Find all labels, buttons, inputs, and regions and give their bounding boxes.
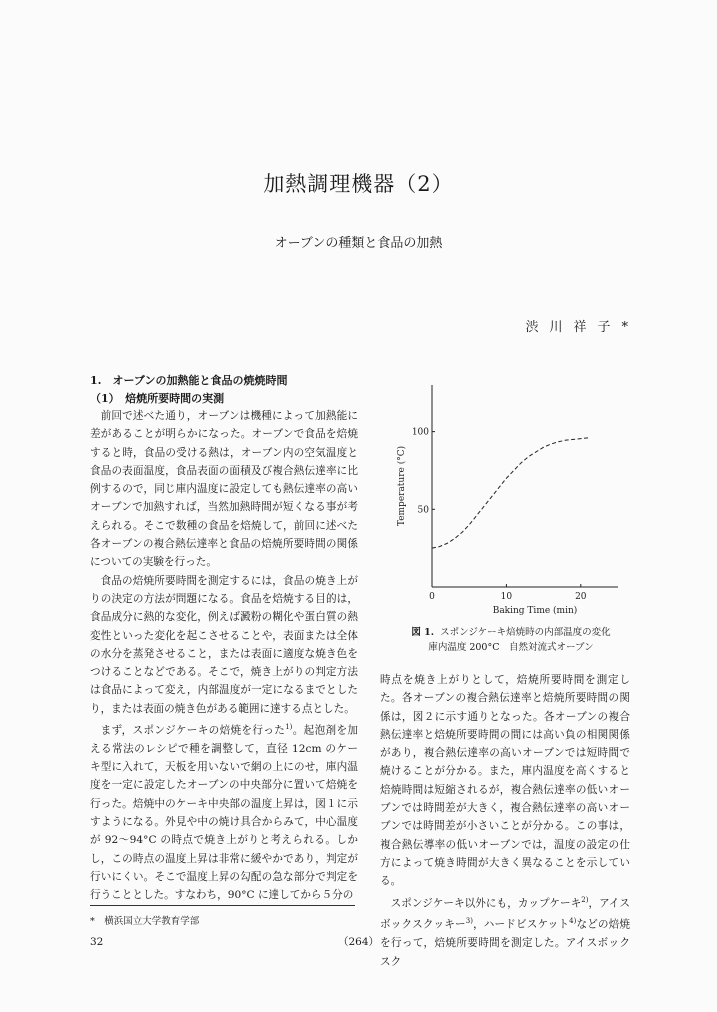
x-axis-label: Baking Time (min) [492,606,578,615]
y-axis-label: Temperature (°C) [397,445,407,527]
page-id: （264） [337,936,380,948]
section-heading: 1. オーブンの加熱能と食品の焼焼時間 [90,374,288,387]
paragraph-text: ，ハードビスケット [472,918,570,931]
reference-mark: 1) [285,723,293,732]
reference-mark: 2) [581,895,589,904]
reference-mark: 4) [569,917,577,926]
paragraph: 前回で述べた通り，オーブンは機種によって加熱能に差があることが明らかになった。オーブンで食品を焙焼すると時，食品の受ける熱は，オーブン内の空気温度と食品の表面温度，食品表面の面積及び複合熱伝達率に比例するので，同じ庫内温度に設定しても熱伝達率の高いオーブンで加熱すれば，当然加熱時間が短くなる事が考えられる。そこで数種の食品を焙焼して，前回に述べた各オーブンの複合熱伝達率と食品の焙焼所要時間の関係についての実験を行った。 [90,410,358,569]
temperature-chart [385,375,630,615]
figure-caption [380,625,642,655]
paragraph [90,718,358,905]
footnote-rule [90,905,355,906]
paragraph: 時点を焼き上がりとして，焙焼所要時間を測定した。各オーブンの複合熱伝達率と焙焼所要時間の関係は，図２に示す通りとなった。各オーブンの複合熱伝達率と焙焼所要時間の間には高い負の相関関係があり，複合熱伝達率の高いオーブンでは短時間で焼けることが分かる。また，庫内温度を高くすると焙焼時間は短縮されるが，複合熱伝達率の低いオーブンでは時間差が大きく，複合熱伝達率の高いオーブンでは時間差が小さいことが分かる。この事は，複合熱伝導率の低いオーブンでは，温度の設定の仕方によって焼き時間が大きく異なることを示している。 [380,674,630,888]
paragraph-text: などの焙焼を行って，焙焼所要時間を測定した。アイスボックスク [380,918,630,968]
caption-line: 庫内温度 200°C 自然対流式オーブン [428,642,594,653]
temperature-curve [432,438,588,548]
paragraph [380,891,630,971]
y-tick-label: 100 [411,427,429,438]
right-column [380,671,630,971]
author-name: 渋川祥子* [525,320,639,335]
caption-text: スポンジケーキ焙焼時の内部温度の変化 [440,627,611,638]
paragraph-text: ，アイスボックスクッキー [380,897,630,931]
paper-subtitle: オーブンの種類と食品の加熱 [274,236,443,251]
paragraph: 食品の焙焼所要時間を測定するには，食品の焼き上がりの決定の方法が問題になる。食品を焙焼する目的は，食品成分に熱的な変化，例えば澱粉の糊化や蛋白質の熱変性といった変化を起こさせることや，表面または全体の水分を蒸発させること，または表面に適度な焼き色をつけることなどである。そこで，焼き上がりの判定方法は食品によって変え，内部温度が一定になるまでとしたり，または表面の焼き色がある範囲に達する点とした。 [90,574,358,715]
left-column [90,407,358,905]
footnote: * 横浜国立大学教育学部 [90,916,200,927]
figure-label: 図 1. [411,627,435,638]
page-number: 32 [90,936,104,948]
x-tick-label: 0 [429,592,435,602]
paper-title: 加熱調理機器（2） [263,172,454,196]
reference-mark: 3) [465,917,473,926]
paragraph-text: スポンジケーキ以外にも，カップケーキ [390,897,582,910]
y-tick-label: 50 [417,505,429,516]
paragraph-text: 。起泡剤を加える常法のレシピで種を調整して，直径 12cm のケーキ型に入れて，天板を用いないで網の上にのせ，庫内温度を一定に設定したオーブンの中央部分に置いて焙焼を行った。焙焼中のケーキ中央部の温度上昇は，図１に示すようになる。外見や中の焼け具合からみて，中心温度が 92～94°C の時点で焼き上がりと考えられる。しかし，この時点の温度上昇は非常に緩やかであり，判定が行いにくい。そこで温度上昇の勾配の急な部分で判定を行うこととした。すなわち，90°C に達してから５分の [90,724,358,902]
paragraph-text: まず，スポンジケーキの焙焼を行った [100,724,286,737]
subsection-heading: （1） 焙焼所要時間の実測 [90,392,225,405]
x-tick-label: 20 [575,592,587,602]
caption-line [380,625,642,640]
x-tick-label: 10 [500,592,513,602]
